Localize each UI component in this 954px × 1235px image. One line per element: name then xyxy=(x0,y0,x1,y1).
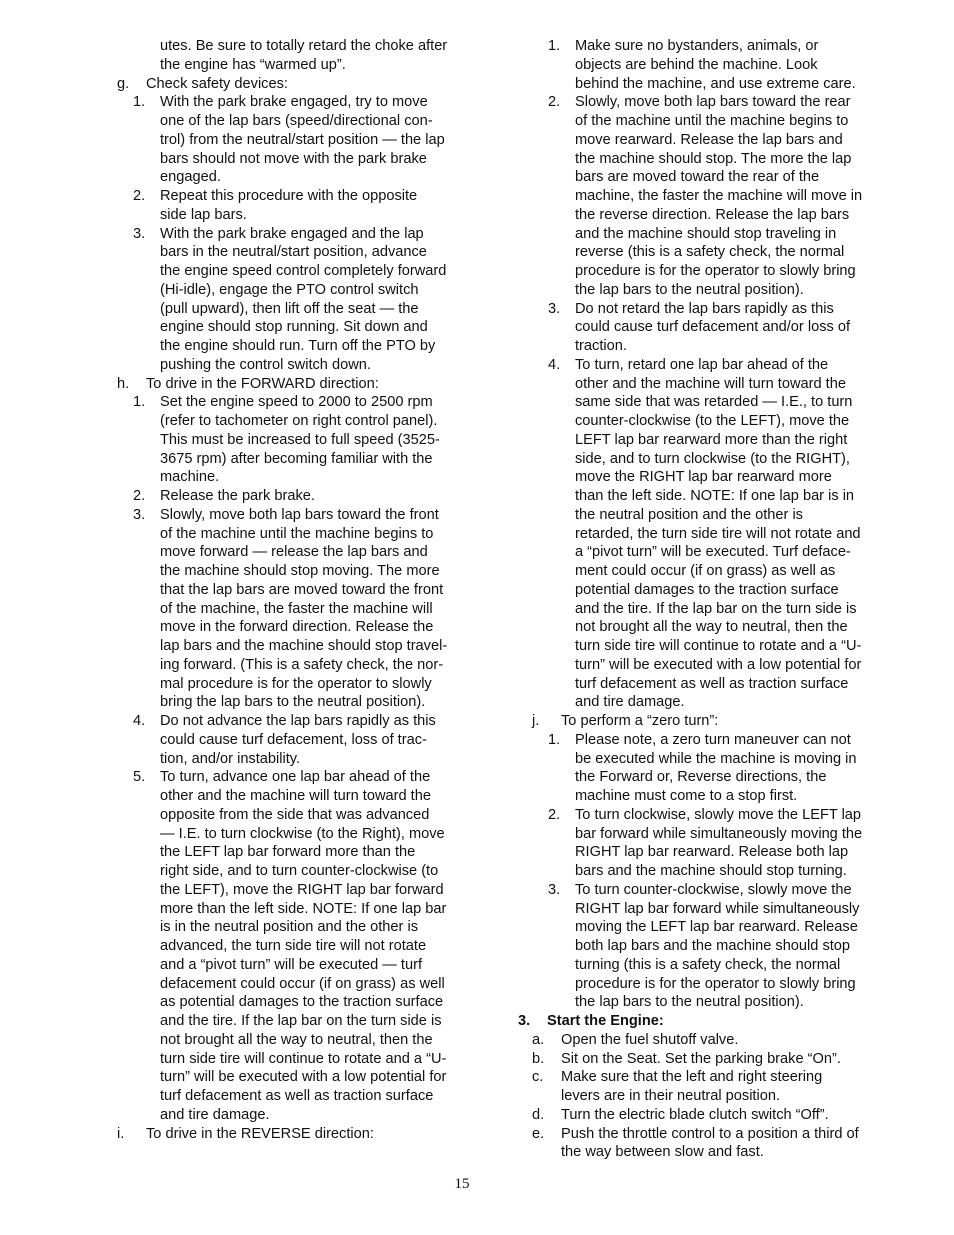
text-line xyxy=(518,112,938,131)
line-text: both lap bars and the machine should stop xyxy=(575,938,851,954)
line-text: side, and to turn clockwise (to the RIGHT), xyxy=(575,450,850,467)
line-text: bars and the machine should stop turning. xyxy=(575,863,847,879)
line-text: of the machine, the faster the machine will xyxy=(160,600,433,617)
text-line xyxy=(518,262,938,281)
text-line xyxy=(117,393,537,412)
line-text: mal procedure is for the operator to slowly xyxy=(160,675,432,692)
text-line xyxy=(117,693,537,712)
text-line xyxy=(117,825,537,844)
text-line xyxy=(518,600,938,619)
line-text: machine. xyxy=(160,469,220,486)
text-line xyxy=(117,937,537,956)
line-text: levers are in their neutral position. xyxy=(561,1088,781,1104)
line-text: and tire damage. xyxy=(160,1106,270,1123)
line-text: RIGHT lap bar forward while simultaneously xyxy=(575,900,860,917)
line-text: move rearward. Release the lap bars and xyxy=(575,131,843,148)
text-line xyxy=(518,506,938,525)
text-line xyxy=(518,56,938,75)
list-marker: 5. xyxy=(133,769,146,786)
text-line xyxy=(117,787,537,806)
list-marker: a. xyxy=(532,1031,545,1048)
line-text: the engine has “warmed up”. xyxy=(160,56,346,73)
line-text: Turn the electric blade clutch switch “Off”. xyxy=(561,1106,829,1123)
text-line xyxy=(117,843,537,862)
list-marker: 2. xyxy=(133,188,146,204)
list-marker: b. xyxy=(532,1050,545,1067)
text-line xyxy=(518,562,938,581)
text-line xyxy=(518,225,938,244)
list-marker: 4. xyxy=(548,356,561,373)
text-line xyxy=(117,487,537,506)
text-line xyxy=(518,1143,938,1162)
text-line xyxy=(518,956,938,975)
line-text: lap bars and the machine should stop travel- xyxy=(160,638,448,654)
line-text: Do not advance the lap bars rapidly as this xyxy=(160,713,436,729)
line-text: turn side tire will continue to rotate and a “U- xyxy=(160,1050,447,1067)
line-text: To turn, retard one lap bar ahead of the xyxy=(575,356,829,373)
text-line xyxy=(117,375,537,394)
text-line xyxy=(518,393,938,412)
text-line xyxy=(518,37,938,56)
text-line xyxy=(117,300,537,319)
line-text: machine, the faster the machine will move in xyxy=(575,188,863,204)
line-text: retarded, the turn side tire will not rotate and xyxy=(575,525,861,542)
text-line xyxy=(117,900,537,919)
text-line xyxy=(518,356,938,375)
text-line xyxy=(518,618,938,637)
text-line xyxy=(518,881,938,900)
line-text: (Hi-idle), engage the PTO control switch xyxy=(160,281,419,298)
list-marker: 3. xyxy=(548,881,561,898)
text-line xyxy=(518,1106,938,1125)
line-text: bar forward while simultaneously moving the xyxy=(575,825,863,842)
line-text: ing forward. (This is a safety check, the nor- xyxy=(160,656,444,673)
text-line xyxy=(117,450,537,469)
text-line xyxy=(518,900,938,919)
line-text: trol) from the neutral/start position — the lap xyxy=(160,131,445,148)
text-line xyxy=(117,993,537,1012)
line-text: the engine speed control completely forward xyxy=(160,263,447,279)
line-text: Slowly, move both lap bars toward the rear xyxy=(575,94,851,111)
text-line xyxy=(518,450,938,469)
text-line xyxy=(117,243,537,262)
line-text: To drive in the REVERSE direction: xyxy=(146,1125,374,1142)
text-line xyxy=(117,506,537,525)
text-line xyxy=(117,356,537,375)
text-line xyxy=(117,225,537,244)
line-text: one of the lap bars (speed/directional con- xyxy=(160,113,433,129)
list-marker: i. xyxy=(117,1125,125,1142)
text-line xyxy=(518,1031,938,1050)
list-marker: e. xyxy=(532,1125,545,1142)
list-marker: 2. xyxy=(548,806,561,823)
line-text: Slowly, move both lap bars toward the front xyxy=(160,506,439,523)
text-line xyxy=(518,637,938,656)
text-line xyxy=(117,525,537,544)
text-line xyxy=(117,862,537,881)
line-text: turn” will be executed with a low potential for xyxy=(160,1069,447,1086)
line-text: that the lap bars are moved toward the front xyxy=(160,581,444,598)
line-text: machine must come to a stop first. xyxy=(575,788,798,804)
text-line xyxy=(518,543,938,562)
text-line xyxy=(518,862,938,881)
line-text: To turn counter-clockwise, slowly move the xyxy=(575,881,852,898)
text-line xyxy=(518,468,938,487)
text-line xyxy=(117,150,537,169)
text-line xyxy=(518,131,938,150)
line-text: To turn clockwise, slowly move the LEFT lap xyxy=(575,806,862,823)
text-line xyxy=(518,318,938,337)
text-line xyxy=(518,75,938,94)
text-line xyxy=(117,731,537,750)
text-line xyxy=(518,1068,938,1087)
line-text: and the tire. If the lap bar on the turn side is xyxy=(575,600,857,617)
line-text: bring the lap bars to the neutral position). xyxy=(160,694,426,711)
line-text: Start the Engine: xyxy=(547,1013,664,1029)
line-text: objects are behind the machine. Look xyxy=(575,56,818,73)
text-line xyxy=(117,562,537,581)
line-text: pushing the control switch down. xyxy=(160,356,371,373)
text-line xyxy=(518,581,938,600)
line-text: turn side tire will continue to rotate and a “U- xyxy=(575,638,862,654)
line-text: moving the LEFT lap bar rearward. Release xyxy=(575,919,858,936)
text-line xyxy=(117,637,537,656)
text-line xyxy=(117,468,537,487)
line-text: move forward — release the lap bars and xyxy=(160,544,428,561)
line-text: Make sure that the left and right steering xyxy=(561,1069,823,1086)
line-text: With the park brake engaged and the lap xyxy=(160,225,424,242)
text-line xyxy=(518,768,938,787)
line-text: opposite from the side that was advanced xyxy=(160,806,430,823)
line-text: engine should stop running. Sit down and xyxy=(160,319,428,336)
text-line xyxy=(518,300,938,319)
line-text: Please note, a zero turn maneuver can not xyxy=(575,731,851,748)
line-text: utes. Be sure to totally retard the choke after xyxy=(160,38,448,54)
line-text: move in the forward direction. Release the xyxy=(160,619,434,636)
text-line xyxy=(117,337,537,356)
list-marker: j. xyxy=(532,713,540,729)
text-line xyxy=(117,675,537,694)
text-line xyxy=(117,168,537,187)
line-text: the LEFT lap bar forward more than the xyxy=(160,844,416,861)
line-text: other and the machine will turn toward the xyxy=(575,375,846,392)
list-marker: g. xyxy=(117,75,130,92)
line-text: and the machine should stop traveling in xyxy=(575,225,837,242)
line-text: side lap bars. xyxy=(160,206,247,223)
line-text: defacement could occur (if on grass) as well xyxy=(160,975,445,992)
line-text: the Forward or, Reverse directions, the xyxy=(575,769,827,786)
text-line xyxy=(518,693,938,712)
line-text: Open the fuel shutoff valve. xyxy=(561,1031,739,1048)
text-line xyxy=(117,1050,537,1069)
line-text: of the machine until the machine begins to xyxy=(160,525,434,542)
text-line xyxy=(117,281,537,300)
line-text: bars are moved toward the rear of the xyxy=(575,169,820,186)
line-text: turning (this is a safety check, the normal xyxy=(575,956,841,973)
line-text: turf defacement as well as traction surface xyxy=(575,675,849,692)
line-text: and tire damage. xyxy=(575,694,685,711)
line-text: and a “pivot turn” will be executed — turf xyxy=(160,956,423,973)
line-text: To perform a “zero turn”: xyxy=(561,713,719,729)
text-line xyxy=(117,431,537,450)
line-text: not brought all the way to neutral, then the xyxy=(575,619,848,636)
text-line xyxy=(518,281,938,300)
line-text: turf defacement as well as traction surface xyxy=(160,1088,434,1104)
text-line xyxy=(518,975,938,994)
text-line xyxy=(117,956,537,975)
line-text: the engine should run. Turn off the PTO by xyxy=(160,338,436,354)
text-line xyxy=(518,787,938,806)
text-line xyxy=(518,168,938,187)
text-line xyxy=(117,412,537,431)
text-line xyxy=(117,918,537,937)
text-line xyxy=(117,581,537,600)
text-line xyxy=(117,600,537,619)
text-line xyxy=(518,150,938,169)
line-text: potential damages to the traction surface xyxy=(575,581,839,598)
text-line xyxy=(518,750,938,769)
line-text: be executed while the machine is moving in xyxy=(575,750,857,767)
text-line xyxy=(117,318,537,337)
list-marker: 4. xyxy=(133,713,146,729)
text-line xyxy=(117,768,537,787)
line-text: This must be increased to full speed (3525- xyxy=(160,431,440,448)
text-line xyxy=(518,1012,938,1031)
text-line xyxy=(117,262,537,281)
text-line xyxy=(117,206,537,225)
list-marker: 1. xyxy=(548,731,561,748)
text-line xyxy=(117,543,537,562)
line-text: not brought all the way to neutral, then the xyxy=(160,1031,433,1048)
text-line xyxy=(518,843,938,862)
line-text: ment could occur (if on grass) as well as xyxy=(575,563,836,579)
text-line xyxy=(117,187,537,206)
text-line xyxy=(518,993,938,1012)
line-text: the LEFT), move the RIGHT lap bar forward xyxy=(160,881,444,898)
text-line xyxy=(518,1087,938,1106)
line-text: is in the neutral position and the other is xyxy=(160,919,418,936)
text-line xyxy=(117,1106,537,1125)
text-line xyxy=(518,412,938,431)
text-line xyxy=(518,806,938,825)
text-line xyxy=(117,1031,537,1050)
text-line xyxy=(117,1068,537,1087)
line-text: With the park brake engaged, try to move xyxy=(160,94,428,111)
text-line xyxy=(518,431,938,450)
text-line xyxy=(518,937,938,956)
line-text: engaged. xyxy=(160,169,221,186)
line-text: behind the machine, and use extreme care. xyxy=(575,75,856,92)
text-line xyxy=(518,675,938,694)
line-text: LEFT lap bar rearward more than the right xyxy=(575,431,848,448)
list-marker: 3. xyxy=(133,225,146,242)
list-marker: 3. xyxy=(548,300,561,317)
line-text: and the tire. If the lap bar on the turn side is xyxy=(160,1013,442,1029)
line-text: To turn, advance one lap bar ahead of the xyxy=(160,769,431,786)
text-line xyxy=(117,112,537,131)
text-line xyxy=(117,806,537,825)
line-text: move the RIGHT lap bar rearward more xyxy=(575,469,832,486)
line-text: Do not retard the lap bars rapidly as this xyxy=(575,300,834,317)
text-line xyxy=(518,918,938,937)
list-marker: 2. xyxy=(133,488,146,504)
list-marker: 3. xyxy=(133,506,146,523)
line-text: reverse (this is a safety check, the normal xyxy=(575,244,845,261)
line-text: the lap bars to the neutral position). xyxy=(575,281,804,298)
text-line xyxy=(518,731,938,750)
line-text: Make sure no bystanders, animals, or xyxy=(575,38,819,54)
line-text: could cause turf defacement, loss of trac- xyxy=(160,731,427,748)
text-line xyxy=(117,56,537,75)
line-text: (refer to tachometer on right control panel). xyxy=(160,413,438,429)
line-text: the machine should stop moving. The more xyxy=(160,563,440,579)
text-line xyxy=(518,243,938,262)
text-line xyxy=(117,656,537,675)
line-text: the neutral position and the other is xyxy=(575,506,803,523)
line-text: Repeat this procedure with the opposite xyxy=(160,188,418,204)
line-text: counter-clockwise (to the LEFT), move the xyxy=(575,413,850,429)
text-line xyxy=(117,1087,537,1106)
line-text: same side that was retarded — I.E., to turn xyxy=(575,394,853,411)
text-line xyxy=(518,206,938,225)
text-line xyxy=(117,1012,537,1031)
text-line xyxy=(117,618,537,637)
line-text: the lap bars to the neutral position). xyxy=(575,994,804,1011)
line-text: bars in the neutral/start position, advance xyxy=(160,244,427,261)
text-line xyxy=(117,750,537,769)
line-text: RIGHT lap bar rearward. Release both lap xyxy=(575,844,849,861)
line-text: Sit on the Seat. Set the parking brake “On”. xyxy=(561,1050,841,1067)
line-text: To drive in the FORWARD direction: xyxy=(146,375,379,392)
line-text: 3675 rpm) after becoming familiar with the xyxy=(160,450,433,467)
list-marker: c. xyxy=(532,1069,544,1086)
line-text: traction. xyxy=(575,338,627,354)
text-line xyxy=(518,712,938,731)
left-column xyxy=(117,37,540,1143)
line-text: other and the machine will turn toward the xyxy=(160,788,431,804)
list-marker: h. xyxy=(117,375,130,392)
line-text: Set the engine speed to 2000 to 2500 rpm xyxy=(160,394,433,411)
list-marker: d. xyxy=(532,1106,545,1123)
text-line xyxy=(518,525,938,544)
line-text: the machine should stop. The more the lap xyxy=(575,150,852,167)
page-number: 15 xyxy=(454,1176,470,1192)
text-line xyxy=(518,93,938,112)
line-text: procedure is for the operator to slowly bring xyxy=(575,263,856,279)
text-line xyxy=(518,1125,938,1144)
text-line xyxy=(117,131,537,150)
text-line xyxy=(117,881,537,900)
line-text: advanced, the turn side tire will not rotate xyxy=(160,938,427,954)
line-text: Push the throttle control to a position a third of xyxy=(561,1125,859,1142)
text-line xyxy=(518,337,938,356)
line-text: Check safety devices: xyxy=(146,75,288,92)
text-line xyxy=(117,75,537,94)
text-line xyxy=(518,825,938,844)
line-text: as potential damages to the traction surface xyxy=(160,994,444,1011)
line-text: than the left side. NOTE: If one lap bar is in xyxy=(575,488,855,504)
list-marker: 1. xyxy=(133,394,146,411)
list-marker: 2. xyxy=(548,94,561,111)
list-marker: 3. xyxy=(518,1013,531,1029)
text-line xyxy=(117,93,537,112)
text-line xyxy=(518,487,938,506)
line-text: bars should not move with the park brake xyxy=(160,150,427,167)
list-marker: 1. xyxy=(548,38,561,54)
text-line xyxy=(117,1125,537,1144)
text-line xyxy=(518,656,938,675)
line-text: more than the left side. NOTE: If one lap bar xyxy=(160,900,447,917)
line-text: (pull upward), then lift off the seat — the xyxy=(160,300,419,317)
line-text: procedure is for the operator to slowly bring xyxy=(575,975,856,992)
line-text: — I.E. to turn clockwise (to the Right), move xyxy=(160,825,445,842)
line-text: of the machine until the machine begins to xyxy=(575,113,849,129)
right-column xyxy=(518,37,938,1162)
line-text: the reverse direction. Release the lap bars xyxy=(575,206,850,223)
line-text: Release the park brake. xyxy=(160,488,315,504)
line-text: tion, and/or instability. xyxy=(160,750,301,767)
line-text: right side, and to turn counter-clockwise (to xyxy=(160,863,439,879)
list-marker: 1. xyxy=(133,94,146,111)
line-text: the way between slow and fast. xyxy=(561,1144,764,1161)
text-line xyxy=(518,187,938,206)
line-text: a “pivot turn” will be executed. Turf deface- xyxy=(575,544,851,561)
line-text: turn” will be executed with a low potential for xyxy=(575,656,862,673)
text-line xyxy=(518,375,938,394)
text-line xyxy=(117,975,537,994)
text-line xyxy=(518,1050,938,1069)
text-line xyxy=(117,712,540,731)
line-text: could cause turf defacement and/or loss of xyxy=(575,319,851,336)
text-line xyxy=(117,37,537,56)
